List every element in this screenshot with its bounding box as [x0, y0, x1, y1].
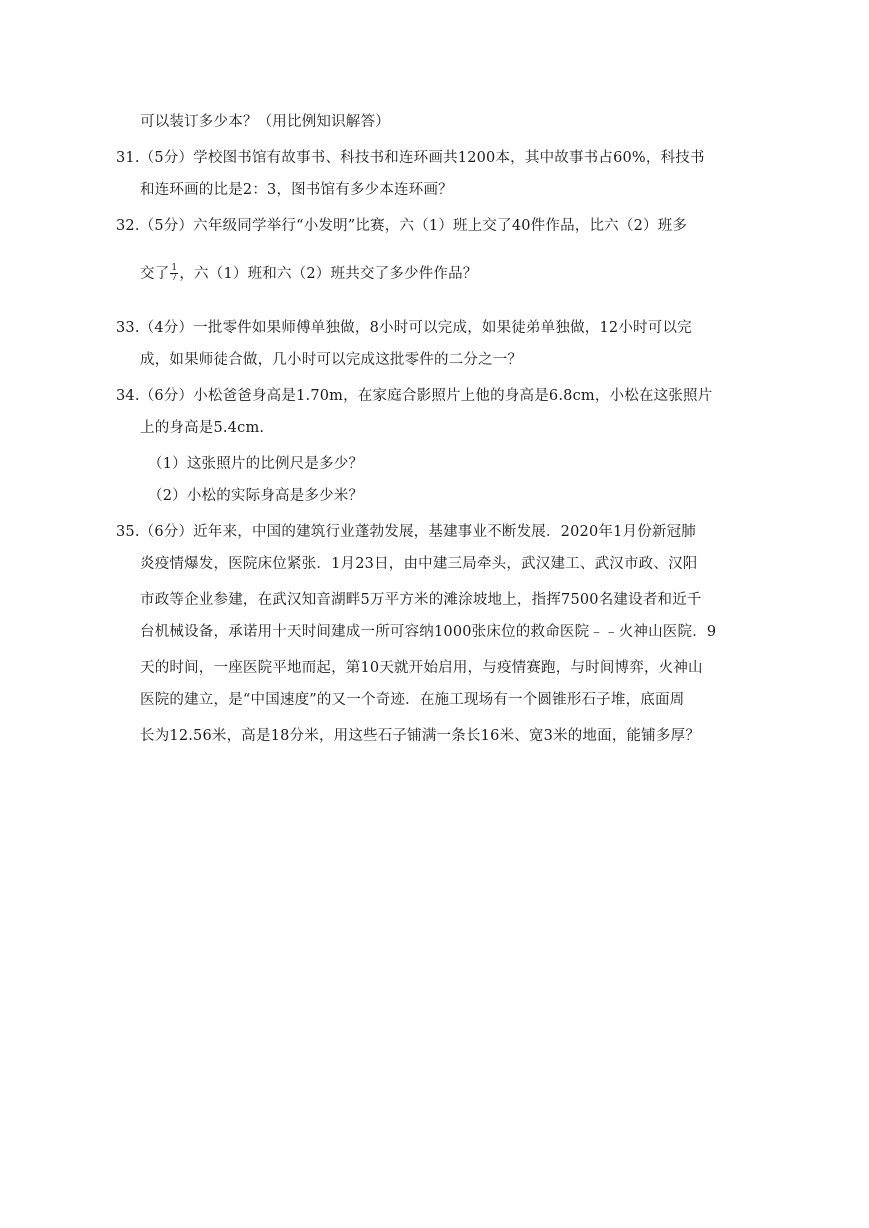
q32-line-2-post: ，六（1）班和六（2）班共交了多少件作品？ — [179, 266, 478, 282]
q31-line-1: 31.（5分）学校图书馆有故事书、科技书和连环画共1200本，其中故事书占60%，科技书 — [116, 150, 705, 166]
q35-line-5: 天的时间，一座医院平地而起，第10天就开始启用，与疫情赛跑，与时间博弈，火神山 — [140, 660, 703, 676]
q35-line-7: 长为12.56米，高是18分米，用这些石子铺满一条长16米、宽3米的地面，能铺多厚？ — [140, 728, 701, 744]
q34-sub-question-1: （1）这张照片的比例尺是多少？ — [148, 456, 364, 472]
q35-line-1: 35.（6分）近年来，中国的建筑行业蓬勃发展，基建事业不断发展．2020年1月份新冠肺 — [116, 524, 697, 540]
fraction-one-seventh — [170, 264, 178, 283]
q35-line-3: 市政等企业参建，在武汉知音湖畔5万平方米的滩涂坡地上，指挥7500名建设者和近千 — [140, 592, 702, 608]
fraction-denominator: 7 — [171, 272, 178, 283]
q32-line-1: 32.（5分）六年级同学举行“小发明”比赛，六（1）班上交了40件作品，比六（2）班多 — [116, 218, 688, 234]
q34-sub-question-2: （2）小松的实际身高是多少米？ — [148, 488, 364, 504]
fraction-numerator: 1 — [171, 262, 178, 273]
q31-line-2: 和连环画的比是2：3，图书馆有多少本连环画？ — [140, 182, 453, 198]
q35-line-4: 台机械设备，承诺用十天时间建成一所可容纳1000张床位的救命医院﹣﹣火神山医院．9 — [140, 624, 717, 640]
q32-line-2-pre: 交了 — [140, 266, 170, 282]
q34-line-1: 34.（6分）小松爸爸身高是1.70m，在家庭合影照片上他的身高是6.8cm，小松在这张照片 — [116, 388, 713, 404]
q35-line-6: 医院的建立，是“中国速度”的又一个奇迹．在施工现场有一个圆锥形石子堆，底面周 — [140, 692, 685, 708]
q32-line-2 — [140, 264, 478, 284]
q30-tail-text: 可以装订多少本？（用比例知识解答） — [140, 114, 390, 130]
q34-line-2: 上的身高是5.4cm. — [140, 420, 265, 436]
q33-line-1: 33.（4分）一批零件如果师傅单独做，8小时可以完成，如果徒弟单独做，12小时可以完 — [116, 320, 692, 336]
q35-line-2: 炎疫情爆发，医院床位紧张．1月23日，由中建三局牵头，武汉建工、武汉市政、汉阳 — [140, 556, 698, 572]
q33-line-2: 成，如果师徒合做，几小时可以完成这批零件的二分之一？ — [140, 352, 523, 368]
